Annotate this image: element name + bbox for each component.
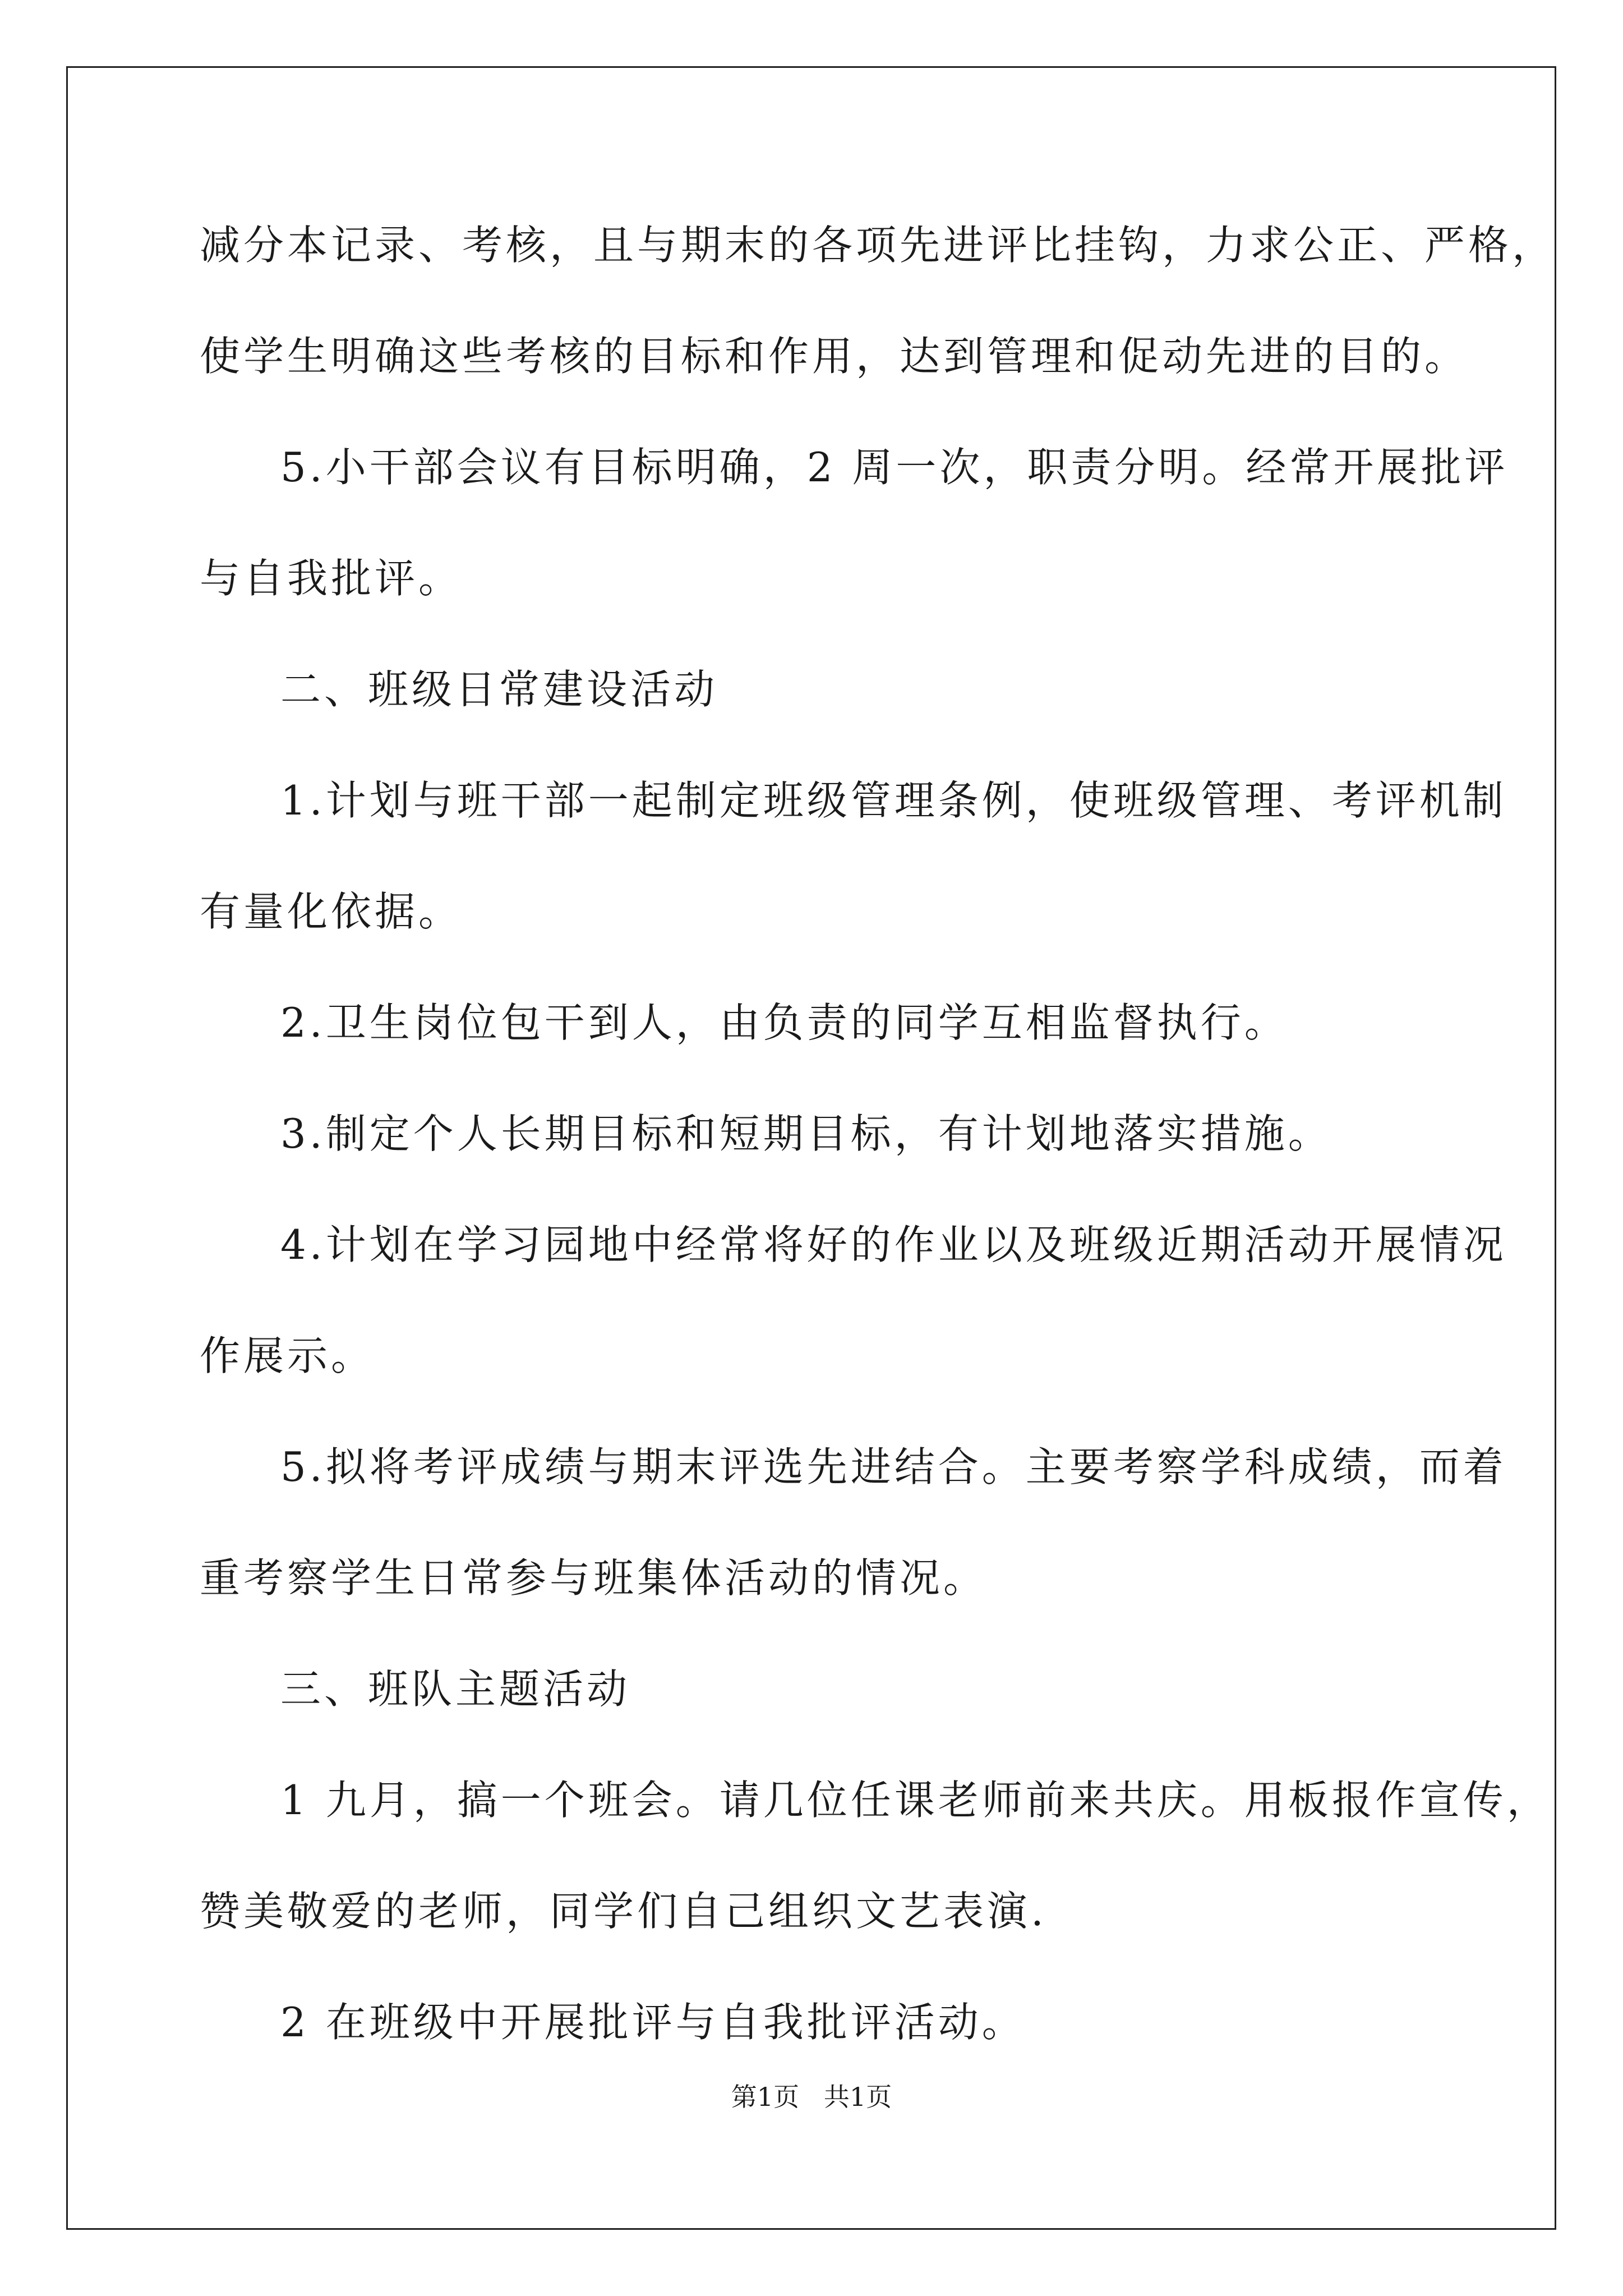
- text-line: 作展示。: [200, 1332, 375, 1379]
- text-line: 减分本记录、考核，且与期末的各项先进评比挂钩，力求公正、严格，: [200, 222, 1556, 269]
- text-line: 4.计划在学习园地中经常将好的作业以及班级近期活动开展情况: [280, 1221, 1507, 1268]
- text-line: 有量化依据。: [200, 888, 463, 935]
- section-heading: 三、班队主题活动: [280, 1665, 631, 1713]
- text-line: 1 九月，搞一个班会。请几位任课老师前来共庆。用板报作宣传，: [280, 1777, 1551, 1824]
- text-line: 使学生明确这些考核的目标和作用，达到管理和促动先进的目的。: [200, 333, 1469, 380]
- text-line: 与自我批评。: [200, 555, 463, 602]
- text-line: 2 在班级中开展批评与自我批评活动。: [280, 1999, 1026, 2046]
- text-line: 5.小干部会议有目标明确，2 周一次，职责分明。经常开展批评: [280, 444, 1509, 491]
- text-line: 1.计划与班干部一起制定班级管理条例，使班级管理、考评机制: [280, 777, 1507, 824]
- page-number-footer: 第1页 共1页: [731, 2082, 892, 2112]
- section-heading: 二、班级日常建设活动: [280, 666, 718, 713]
- text-line: 3.制定个人长期目标和短期目标，有计划地落实措施。: [280, 1110, 1332, 1157]
- text-line: 5.拟将考评成绩与期末评选先进结合。主要考察学科成绩，而着: [280, 1443, 1507, 1490]
- text-line: 重考察学生日常参与班集体活动的情况。: [200, 1554, 988, 1602]
- text-line: 赞美敬爱的老师，同学们自己组织文艺表演.: [200, 1888, 1047, 1935]
- text-line: 2.卫生岗位包干到人，由负责的同学互相监督执行。: [280, 999, 1288, 1046]
